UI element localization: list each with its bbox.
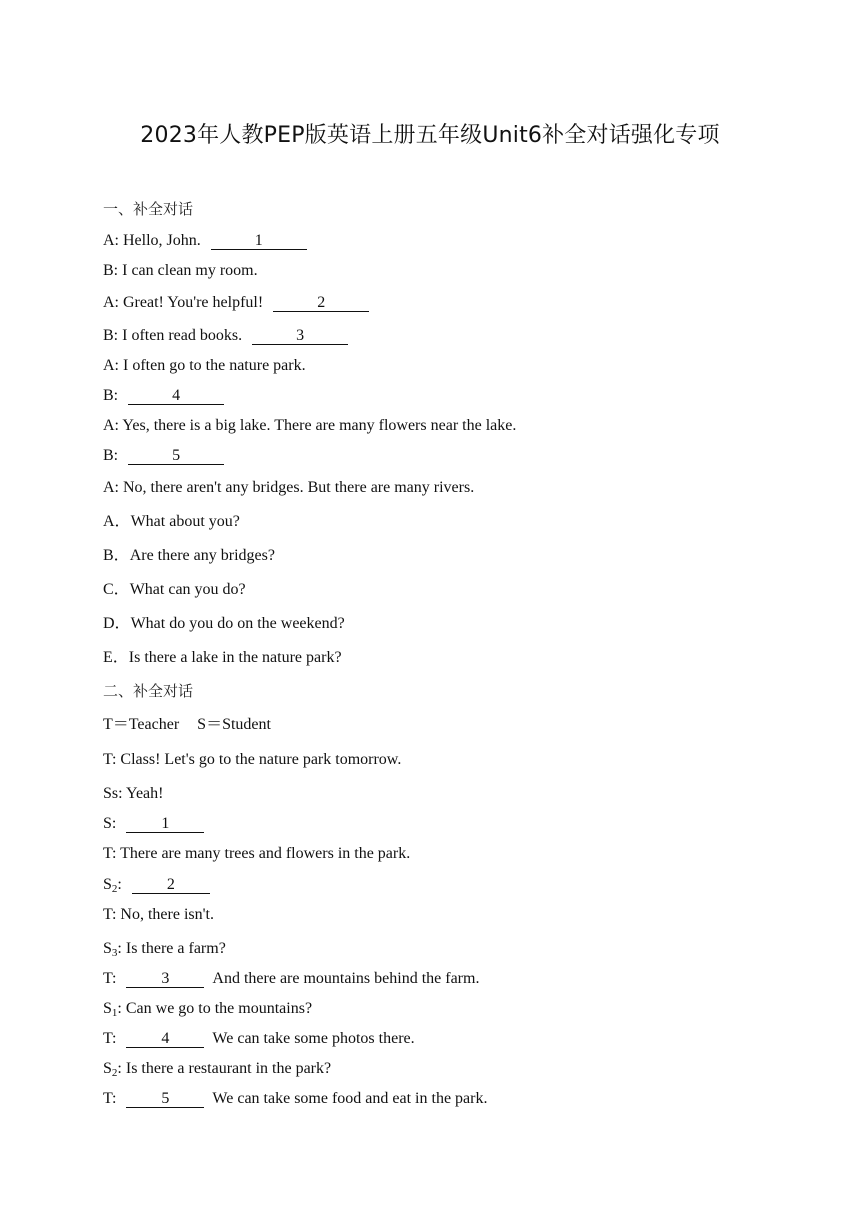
speaker-number: 2 — [111, 883, 118, 895]
legend-student: S＝Student — [197, 716, 271, 733]
option-item — [103, 512, 240, 532]
answer-blank[interactable]: 1 — [126, 815, 204, 833]
section-heading: 二、补全对话 — [103, 682, 194, 700]
speaker: A: — [103, 479, 119, 496]
line-text: Is there a restaurant in the park? — [125, 1060, 332, 1077]
speaker: T: — [103, 845, 117, 862]
dialogue-line — [103, 356, 306, 376]
option-item — [103, 614, 345, 634]
speaker: S: — [103, 815, 117, 832]
speaker-colon: : — [117, 940, 122, 957]
speaker-number: 3 — [111, 947, 118, 959]
dialogue-line — [103, 261, 258, 281]
legend-teacher: T＝Teacher — [103, 716, 180, 733]
speaker: S — [103, 1060, 112, 1077]
option-letter: C． — [103, 581, 130, 598]
speaker: T: — [103, 1030, 117, 1047]
option-item — [103, 648, 342, 668]
line-text: We can take some photos there. — [212, 1030, 415, 1047]
speaker: A: — [103, 417, 119, 434]
speaker: B: — [103, 387, 119, 404]
answer-blank[interactable]: 2 — [132, 876, 210, 894]
line-text: I often read books. — [122, 327, 243, 344]
speaker-colon: : — [117, 1060, 122, 1077]
option-text: What about you? — [130, 513, 240, 530]
answer-blank[interactable]: 3 — [252, 327, 348, 345]
role-legend — [103, 715, 271, 735]
line-text: We can take some food and eat in the park. — [212, 1090, 488, 1107]
page-title: 2023年人教PEP版英语上册五年级Unit6补全对话强化专项 — [140, 123, 720, 148]
line-text: No, there isn't. — [120, 906, 214, 923]
line-text: And there are mountains behind the farm. — [212, 970, 480, 987]
answer-blank[interactable]: 5 — [128, 447, 224, 465]
dialogue-line — [103, 1029, 415, 1049]
speaker-colon: : — [117, 876, 122, 893]
speaker-number: 1 — [111, 1007, 118, 1019]
speaker-number: 2 — [111, 1067, 118, 1079]
dialogue-line — [103, 1089, 487, 1109]
speaker: Ss: — [103, 785, 123, 802]
option-letter: B． — [103, 547, 130, 564]
dialogue-line — [103, 231, 307, 251]
speaker: A: — [103, 232, 119, 249]
dialogue-line — [103, 844, 410, 864]
option-letter: D． — [103, 615, 131, 632]
line-text: Yeah! — [125, 785, 164, 802]
speaker: T: — [103, 906, 117, 923]
dialogue-line — [103, 386, 224, 406]
answer-blank[interactable]: 4 — [126, 1030, 204, 1048]
speaker: S — [103, 940, 112, 957]
dialogue-line — [103, 939, 226, 959]
dialogue-line — [103, 1059, 331, 1079]
dialogue-line — [103, 905, 214, 925]
speaker-colon: : — [117, 1000, 122, 1017]
option-item — [103, 580, 246, 600]
dialogue-line — [103, 478, 474, 498]
line-text: Class! Let's go to the nature park tomorrow. — [120, 751, 402, 768]
line-text: Is there a farm? — [125, 940, 226, 957]
speaker: T: — [103, 751, 117, 768]
option-item — [103, 546, 275, 566]
option-text: Is there a lake in the nature park? — [128, 649, 342, 666]
speaker: T: — [103, 1090, 117, 1107]
speaker: B: — [103, 447, 119, 464]
dialogue-line — [103, 875, 210, 895]
option-letter: A． — [103, 513, 131, 530]
dialogue-line — [103, 969, 479, 989]
answer-blank[interactable]: 2 — [273, 294, 369, 312]
line-text: There are many trees and flowers in the park. — [120, 845, 411, 862]
speaker: S — [103, 1000, 112, 1017]
dialogue-line — [103, 326, 348, 346]
answer-blank[interactable]: 4 — [128, 387, 224, 405]
option-text: What do you do on the weekend? — [130, 615, 345, 632]
line-text: Can we go to the mountains? — [125, 1000, 313, 1017]
dialogue-line — [103, 999, 312, 1019]
line-text: Great! You're helpful! — [123, 294, 264, 311]
answer-blank[interactable]: 3 — [126, 970, 204, 988]
option-letter: E． — [103, 649, 129, 666]
speaker: T: — [103, 970, 117, 987]
speaker: A: — [103, 357, 119, 374]
line-text: I often go to the nature park. — [123, 357, 306, 374]
line-text: No, there aren't any bridges. But there are many rivers. — [123, 479, 475, 496]
speaker: B: — [103, 262, 119, 279]
dialogue-line — [103, 446, 224, 466]
dialogue-line — [103, 293, 369, 313]
dialogue-line — [103, 784, 163, 804]
line-text: I can clean my room. — [122, 262, 258, 279]
answer-blank[interactable]: 5 — [126, 1090, 204, 1108]
dialogue-line — [103, 416, 516, 436]
dialogue-line — [103, 814, 204, 834]
speaker: S — [103, 876, 112, 893]
section-heading: 一、补全对话 — [103, 200, 194, 218]
speaker: A: — [103, 294, 119, 311]
dialogue-line — [103, 750, 401, 770]
option-text: Are there any bridges? — [129, 547, 275, 564]
line-text: Hello, John. — [123, 232, 201, 249]
line-text: Yes, there is a big lake. There are many flowers near the lake. — [122, 417, 517, 434]
answer-blank[interactable]: 1 — [211, 232, 307, 250]
speaker: B: — [103, 327, 119, 344]
option-text: What can you do? — [129, 581, 246, 598]
